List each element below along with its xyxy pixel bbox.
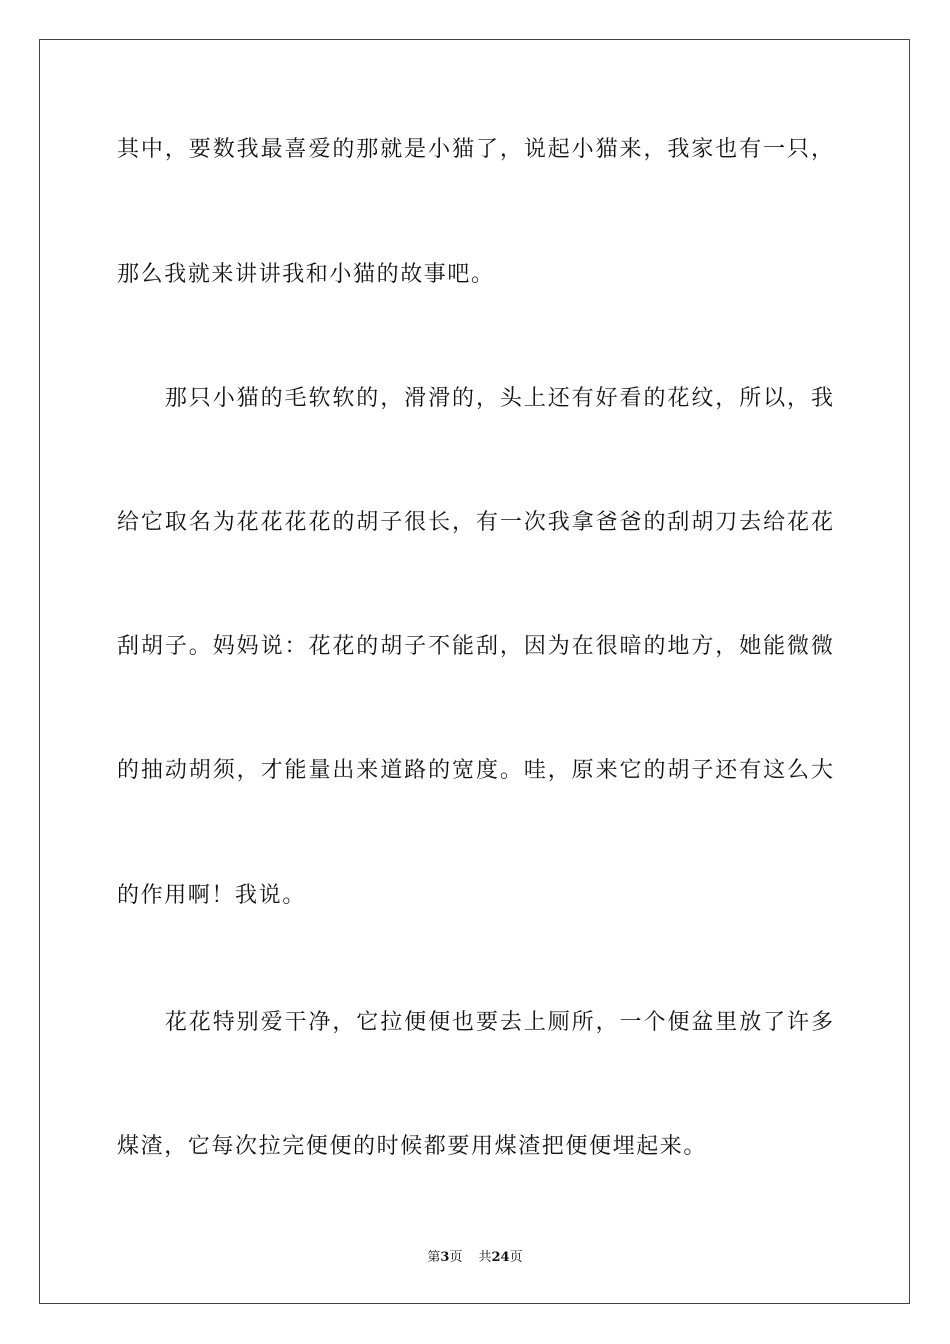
text-line-5: 刮胡子。妈妈说：花花的胡子不能刮，因为在很暗的地方，她能微微 xyxy=(117,634,833,659)
text-line-3: 那只小猫的毛软软的，滑滑的，头上还有好看的花纹，所以，我 xyxy=(117,386,833,411)
text-line-2: 那么我就来讲讲我和小猫的故事吧。 xyxy=(117,262,495,287)
page-prefix: 第 xyxy=(427,1250,441,1265)
page-frame xyxy=(39,39,910,1304)
text-line-7: 的作用啊！我说。 xyxy=(117,883,306,908)
total-pages: 24 xyxy=(491,1250,510,1265)
text-line-6: 的抽动胡须，才能量出来道路的宽度。哇，原来它的胡子还有这么大 xyxy=(117,758,833,783)
page-suffix: 页 xyxy=(449,1250,463,1265)
text-line-1: 其中，要数我最喜爱的那就是小猫了，说起小猫来，我家也有一只， xyxy=(117,137,833,162)
total-prefix: 共 xyxy=(478,1250,492,1265)
text-line-9: 煤渣，它每次拉完便便的时候都要用煤渣把便便埋起来。 xyxy=(117,1134,708,1159)
text-line-8: 花花特别爱干净，它拉便便也要去上厕所，一个便盆里放了许多 xyxy=(117,1010,833,1035)
page-number: 3 xyxy=(440,1250,450,1265)
page-footer xyxy=(0,1250,950,1266)
total-suffix: 页 xyxy=(509,1250,523,1265)
text-line-4: 给它取名为花花花花的胡子很长，有一次我拿爸爸的刮胡刀去给花花 xyxy=(117,510,833,535)
